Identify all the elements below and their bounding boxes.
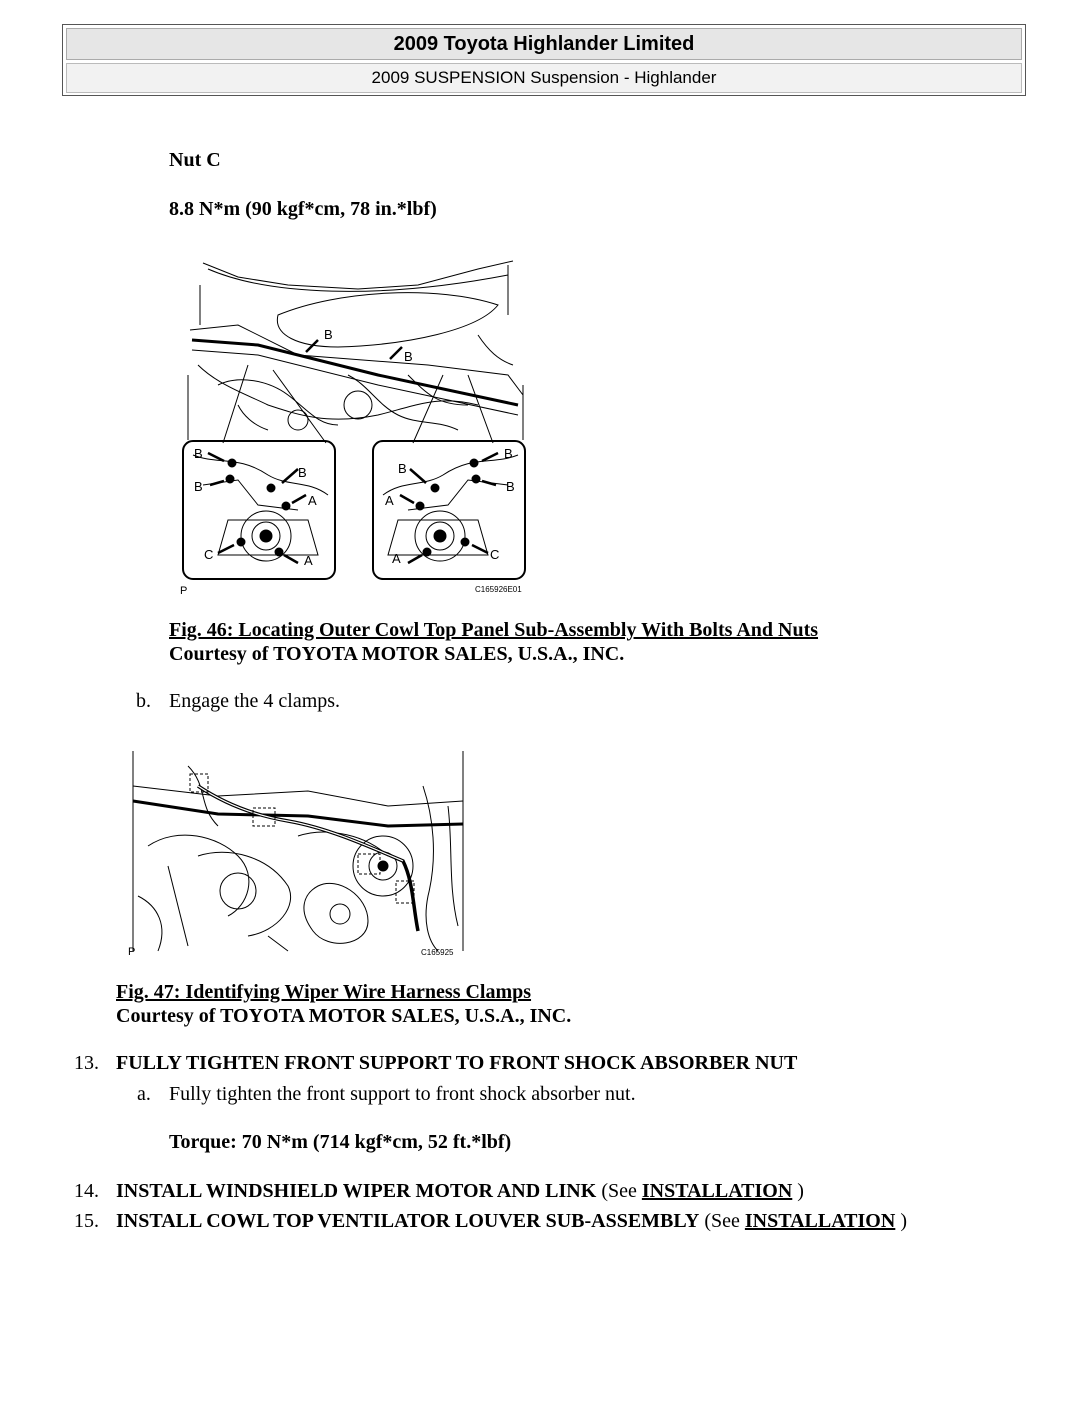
svg-text:B: B [194, 479, 203, 494]
svg-text:C: C [204, 547, 214, 562]
svg-text:A: A [308, 493, 317, 508]
svg-text:A: A [304, 553, 313, 568]
svg-text:C: C [490, 547, 500, 562]
svg-text:B: B [194, 446, 203, 461]
figure-46-code: C165926E01 [475, 585, 522, 594]
step-13a-text: Fully tighten the front support to front shock absorber nut. [169, 1083, 636, 1105]
figure-47-corner-mark: P [128, 946, 136, 958]
header-title: 2009 Toyota Highlander Limited [66, 28, 1022, 60]
nut-torque: 8.8 N*m (90 kgf*cm, 78 in.*lbf) [169, 198, 437, 220]
svg-text:A: A [392, 551, 401, 566]
step-15-see-prefix: (See [704, 1210, 740, 1232]
figure-46-corner-mark: P [180, 585, 188, 597]
step-14-line [116, 1179, 804, 1203]
nut-label: Nut C [169, 149, 221, 171]
figure-47-code: C165925 [421, 948, 454, 957]
step-13-torque: Torque: 70 N*m (714 kgf*cm, 52 ft.*lbf) [169, 1131, 512, 1153]
document-header [62, 24, 1026, 96]
figure-46-courtesy: Courtesy of TOYOTA MOTOR SALES, U.S.A., INC. [169, 643, 625, 665]
figure-47-illustration [128, 746, 468, 961]
step-13-title: FULLY TIGHTEN FRONT SUPPORT TO FRONT SHOCK ABSORBER NUT [116, 1052, 798, 1074]
step-b-marker: b. [136, 690, 151, 712]
svg-text:B: B [298, 465, 307, 480]
svg-text:B: B [506, 479, 515, 494]
step-13-number: 13. [74, 1052, 99, 1074]
svg-text:B: B [324, 327, 333, 342]
step-15-line [116, 1209, 907, 1233]
svg-text:A: A [385, 493, 394, 508]
figure-46-caption[interactable]: Fig. 46: Locating Outer Cowl Top Panel Sub-Assembly With Bolts And Nuts [169, 619, 819, 641]
step-15-title: INSTALL COWL TOP VENTILATOR LOUVER SUB-ASSEMBLY [116, 1210, 700, 1232]
step-14-number: 14. [74, 1180, 99, 1202]
svg-text:B: B [398, 461, 407, 476]
step-15-installation-link[interactable]: INSTALLATION [744, 1210, 896, 1232]
step-14-installation-link[interactable]: INSTALLATION [641, 1180, 793, 1202]
step-b-text: Engage the 4 clamps. [169, 690, 341, 712]
step-14-see-prefix: (See [601, 1180, 637, 1202]
svg-text:B: B [404, 349, 413, 364]
svg-text:B: B [504, 446, 513, 461]
figure-47-caption[interactable]: Fig. 47: Identifying Wiper Wire Harness Clamps [116, 981, 532, 1003]
step-15-see-suffix: ) [900, 1210, 907, 1232]
header-subtitle: 2009 SUSPENSION Suspension - Highlander [66, 63, 1022, 93]
step-14-title: INSTALL WINDSHIELD WIPER MOTOR AND LINK [116, 1180, 597, 1202]
figure-47-courtesy: Courtesy of TOYOTA MOTOR SALES, U.S.A., INC. [116, 1005, 572, 1027]
step-13a-marker: a. [137, 1083, 151, 1105]
figure-46-illustration [178, 255, 534, 600]
step-14-see-suffix: ) [797, 1180, 804, 1202]
step-15-number: 15. [74, 1210, 99, 1232]
